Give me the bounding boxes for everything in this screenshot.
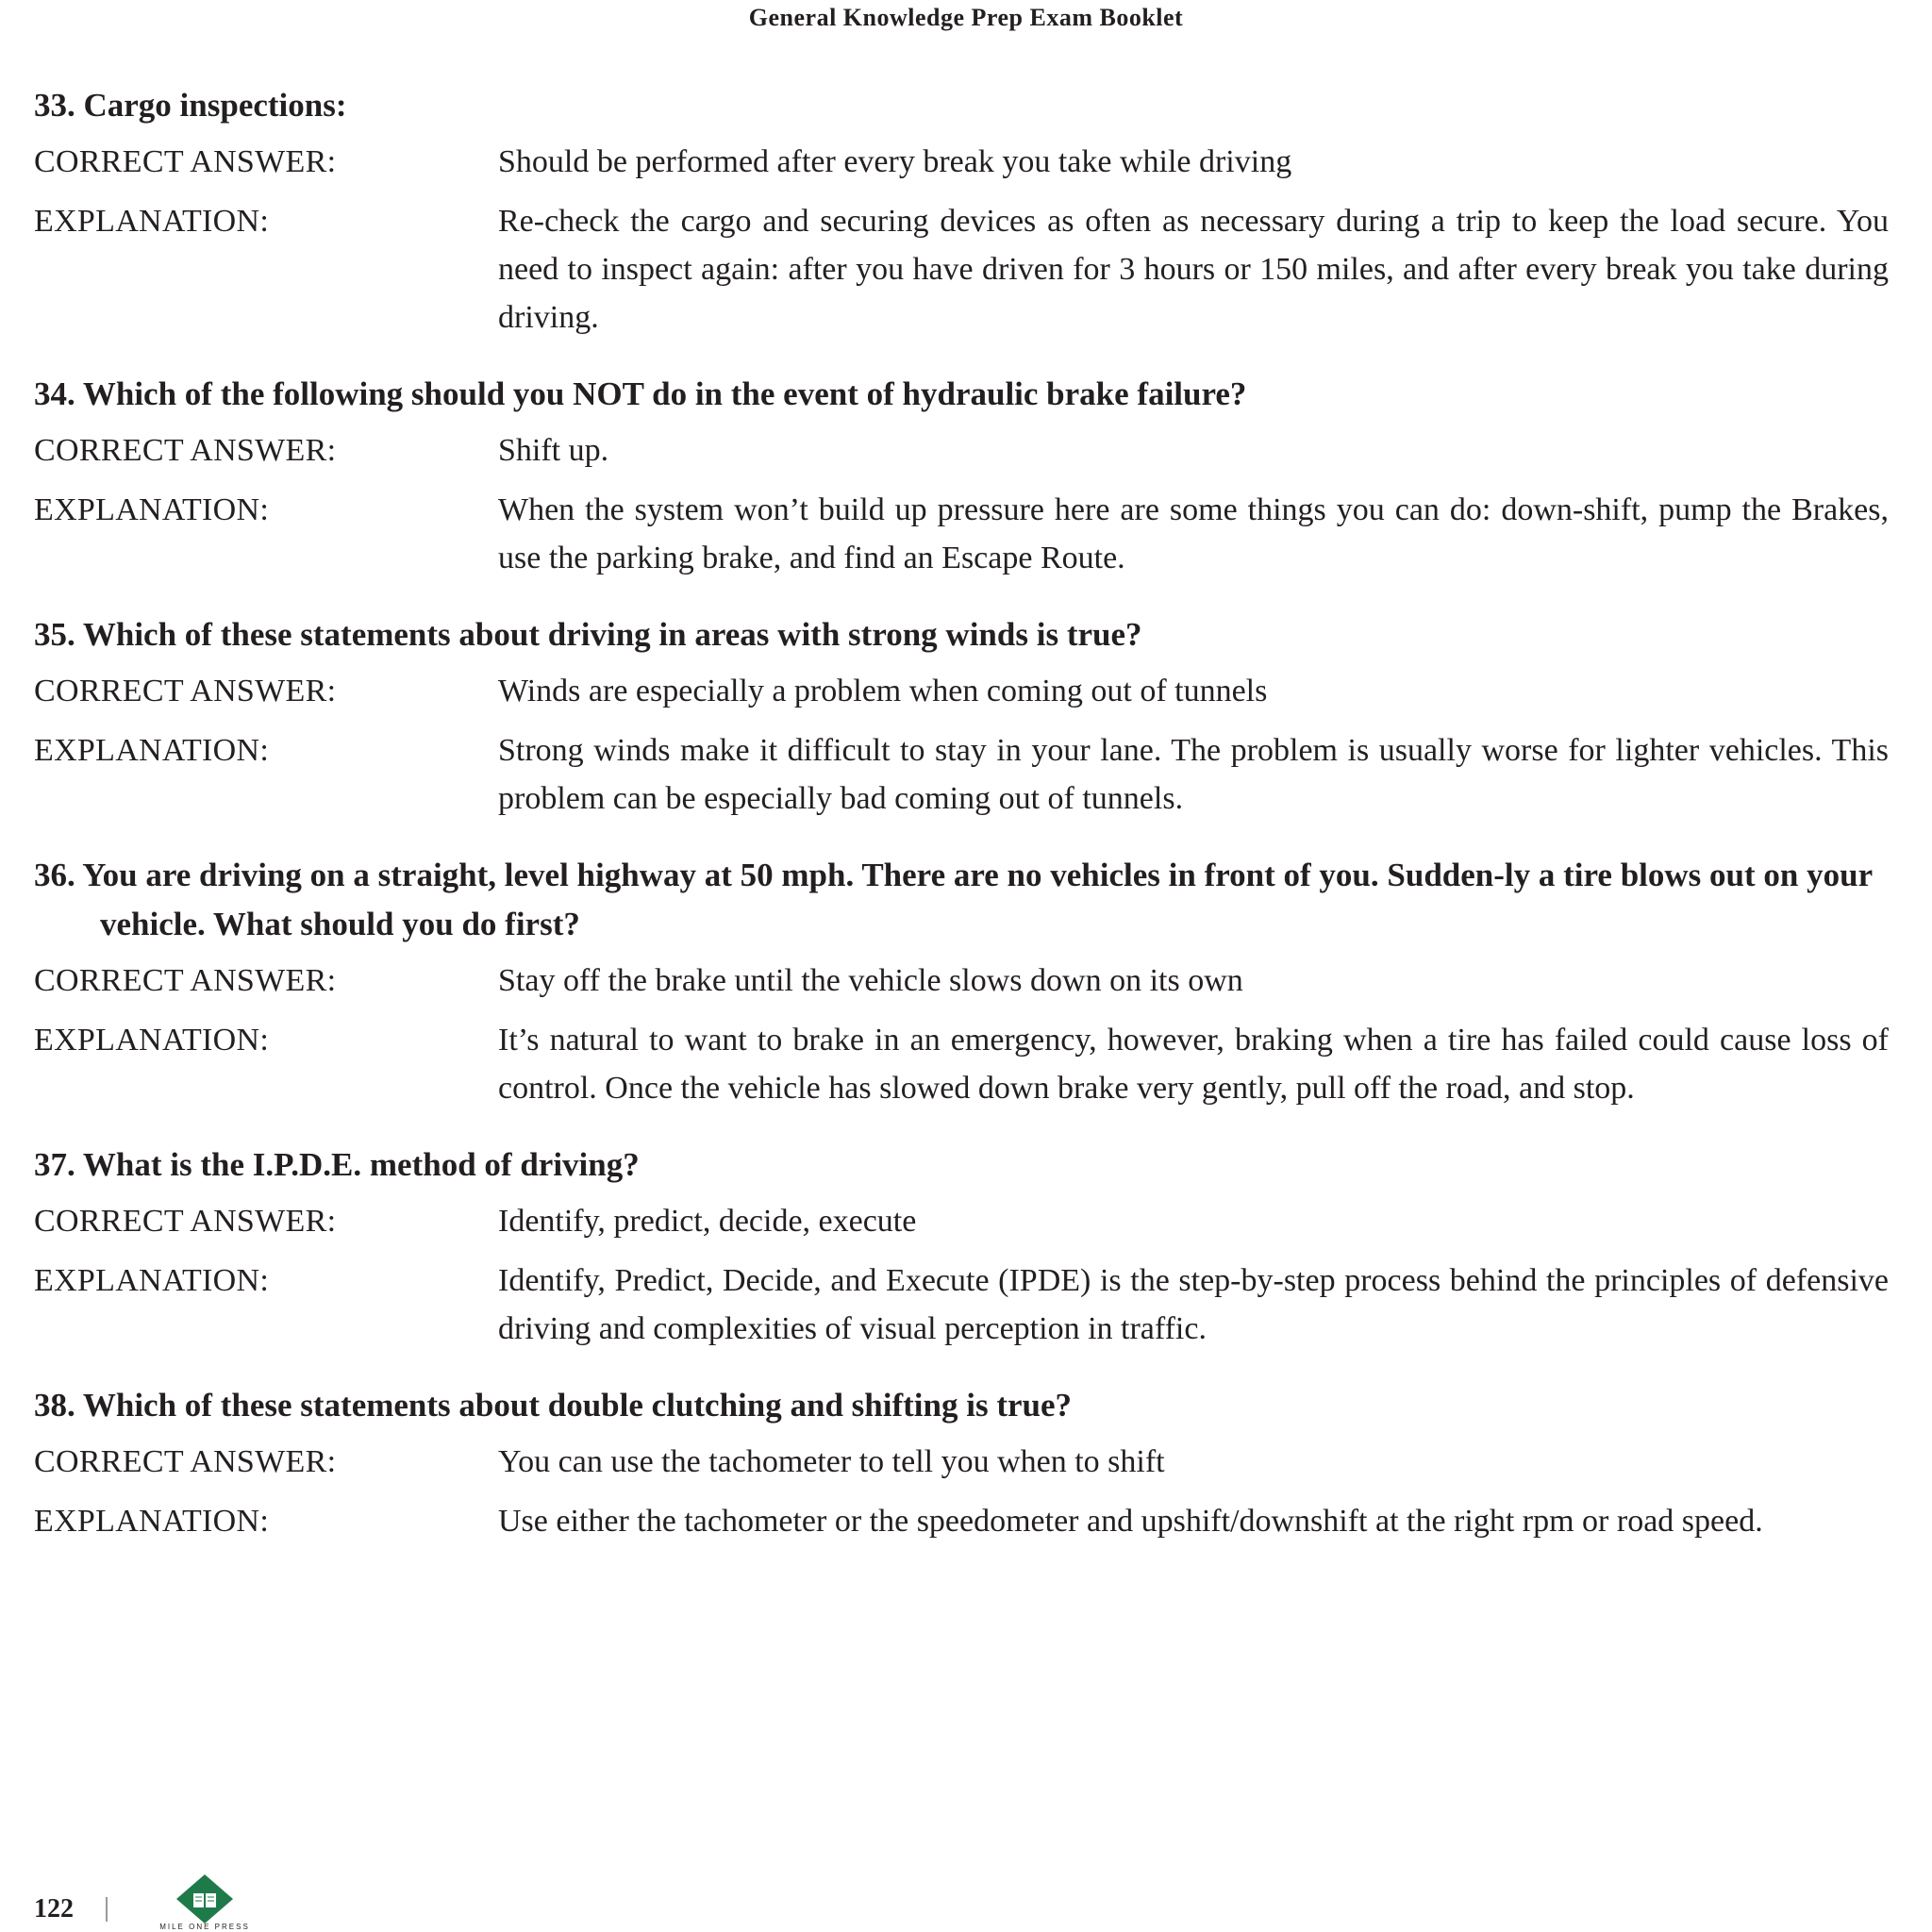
question-text: 36. You are driving on a straight, level highway at 50 mph. There are no vehicles in front of you. Sudden-ly a tire blows out on your vehicle. What should you do first?: [34, 857, 1873, 942]
explanation-row: [34, 1257, 1889, 1353]
answer-row: [34, 1438, 1889, 1486]
qa-item-35: [34, 610, 1889, 823]
explanation-text: Strong winds make it difficult to stay in your lane. The problem is usually worse for lighter vehicles. This problem can be especially bad coming out of tunnels.: [498, 733, 1889, 816]
qa-item-36: [34, 851, 1889, 1112]
question-text: 35. Which of these statements about driving in areas with strong winds is true?: [34, 616, 1142, 653]
answer-label: CORRECT ANSWER:: [34, 1444, 337, 1479]
explanation-label: EXPLANATION:: [34, 204, 270, 239]
explanation-text: Use either the tachometer or the speedometer and upshift/downshift at the right rpm or road speed.: [498, 1504, 1763, 1539]
answer-label: CORRECT ANSWER:: [34, 144, 337, 179]
qa-item-38: [34, 1381, 1889, 1545]
page-footer: [34, 1894, 140, 1924]
publisher-name: MILE ONE PRESS: [159, 1923, 250, 1931]
question-text: 38. Which of these statements about double clutching and shifting is true?: [34, 1387, 1073, 1424]
page-number: 122: [34, 1894, 74, 1924]
explanation-label: EXPLANATION:: [34, 733, 270, 768]
qa-list: [34, 81, 1889, 1574]
publisher-logo-icon: [143, 1873, 266, 1929]
answer-label: CORRECT ANSWER:: [34, 1204, 337, 1239]
explanation-label: EXPLANATION:: [34, 1504, 270, 1539]
question-text: 34. Which of the following should you NOT do in the event of hydraulic brake failure?: [34, 375, 1247, 412]
qa-item-33: [34, 81, 1889, 341]
explanation-label: EXPLANATION:: [34, 1023, 270, 1058]
answer-text: Shift up.: [498, 433, 609, 468]
question-text: 33. Cargo inspections:: [34, 87, 347, 124]
question-text: 37. What is the I.P.D.E. method of driving?: [34, 1146, 640, 1183]
answer-text: Winds are especially a problem when coming out of tunnels: [498, 674, 1268, 708]
answer-text: Stay off the brake until the vehicle slows down on its own: [498, 963, 1243, 998]
answer-row: [34, 138, 1889, 186]
answer-text: Identify, predict, decide, execute: [498, 1204, 917, 1239]
explanation-text: When the system won’t build up pressure here are some things you can do: down-shift, pump the Brakes, use the parking brake, and find an Escape Route.: [498, 492, 1889, 575]
explanation-text: Identify, Predict, Decide, and Execute (IPDE) is the step-by-step process behind the principles of defensive driving and complexities of visual perception in traffic.: [498, 1263, 1889, 1346]
answer-label: CORRECT ANSWER:: [34, 674, 337, 708]
explanation-row: [34, 726, 1889, 823]
explanation-text: It’s natural to want to brake in an emergency, however, braking when a tire has failed could cause loss of control. Once the vehicle has slowed down brake very gently, pull off the road, and stop.: [498, 1023, 1889, 1106]
footer-divider: [106, 1897, 108, 1922]
explanation-row: [34, 197, 1889, 341]
answer-text: Should be performed after every break you take while driving: [498, 144, 1292, 179]
explanation-row: [34, 1497, 1889, 1545]
explanation-row: [34, 486, 1889, 582]
qa-item-37: [34, 1141, 1889, 1353]
qa-item-34: [34, 370, 1889, 582]
explanation-label: EXPLANATION:: [34, 1263, 270, 1298]
answer-text: You can use the tachometer to tell you when to shift: [498, 1444, 1165, 1479]
explanation-label: EXPLANATION:: [34, 492, 270, 527]
explanation-row: [34, 1016, 1889, 1112]
running-head: General Knowledge Prep Exam Booklet: [748, 4, 1184, 31]
answer-row: [34, 426, 1889, 475]
answer-row: [34, 957, 1889, 1005]
answer-row: [34, 1197, 1889, 1245]
answer-label: CORRECT ANSWER:: [34, 433, 337, 468]
explanation-text: Re-check the cargo and securing devices as often as necessary during a trip to keep the load secure. You need to inspect again: after you have driven for 3 hours or 150 miles, and after every break you take during driving.: [498, 204, 1889, 335]
answer-row: [34, 667, 1889, 715]
answer-label: CORRECT ANSWER:: [34, 963, 337, 998]
